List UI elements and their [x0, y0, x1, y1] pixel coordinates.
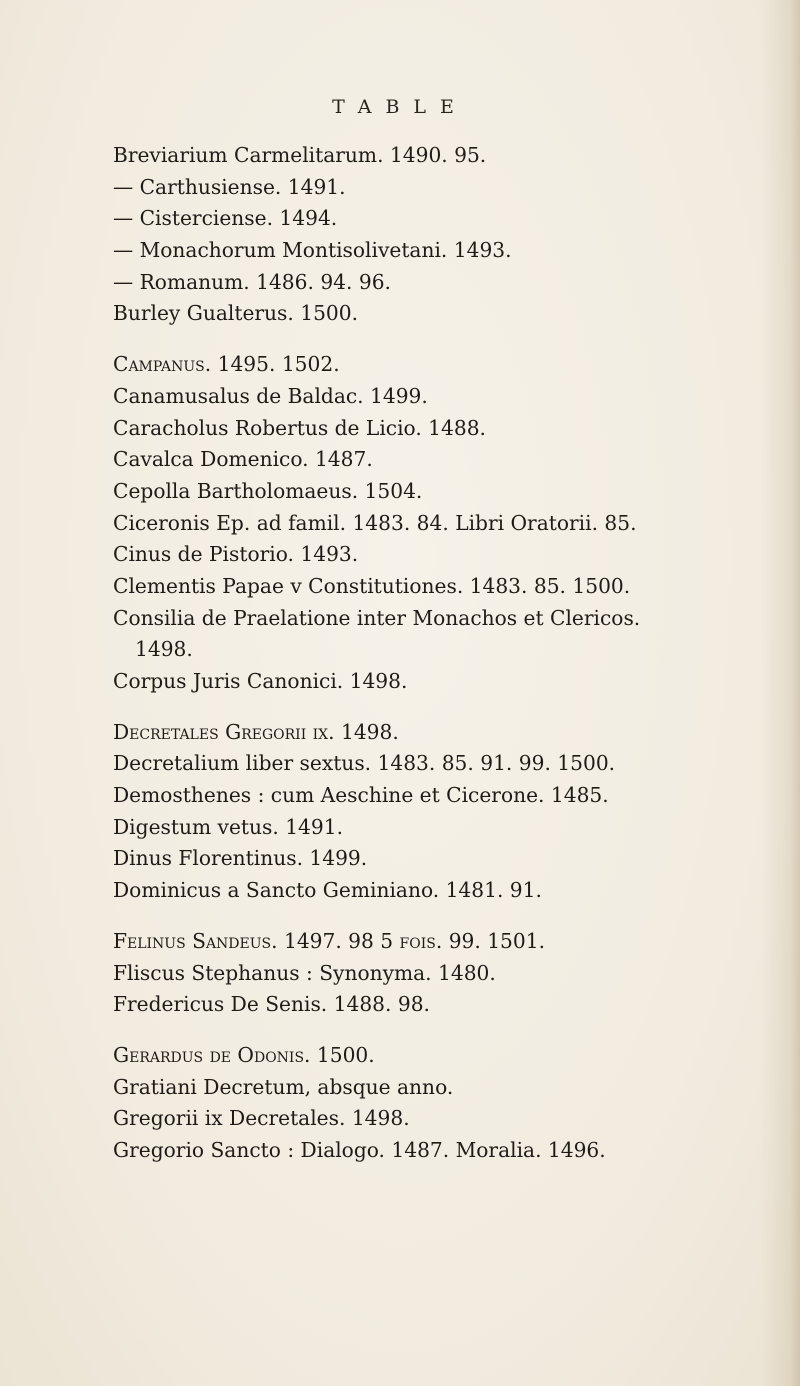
index-entry: Gerardus de Odonis. 1500.: [113, 1042, 375, 1067]
index-entry: Breviarium Carmelitarum. 1490. 95.: [113, 143, 487, 167]
page-title: TABLE: [332, 96, 468, 118]
index-entry: — Carthusiense. 1491.: [113, 174, 346, 199]
index-group-g: [113, 1040, 773, 1167]
index-entry: Gratiani Decretum, absque anno.: [113, 1074, 454, 1099]
index-entry: Digestum vetus. 1491.: [113, 814, 343, 839]
index-entry: Cavalca Domenico. 1487.: [113, 447, 373, 472]
index-entry: Felinus Sandeus. 1497. 98 5 fois. 99. 1501.: [113, 928, 546, 953]
index-entry: Decretales Gregorii ix. 1498.: [113, 719, 399, 744]
index-group-f: [113, 926, 773, 1021]
index-entry: Decretalium liber sextus. 1483. 85. 91. 99. 1500.: [113, 751, 616, 776]
index-entry: Gregorio Sancto : Dialogo. 1487. Moralia. 1496.: [113, 1137, 606, 1162]
index-entry: Gregorii ix Decretales. 1498.: [113, 1106, 410, 1131]
index-entries: [113, 140, 773, 1167]
index-entry: Cinus de Pistorio. 1493.: [113, 542, 359, 567]
index-entry: Dinus Florentinus. 1499.: [113, 846, 368, 871]
index-entry: Caracholus Robertus de Licio. 1488.: [113, 415, 486, 440]
index-entry: Demosthenes : cum Aeschine et Cicerone. 1485.: [113, 783, 609, 808]
index-group-b: [113, 140, 773, 330]
index-entry: Ciceronis Ep. ad famil. 1483. 84. Libri Oratorii. 85.: [113, 510, 637, 535]
index-entry: — Monachorum Montisolivetani. 1493.: [113, 238, 512, 263]
index-entry: Dominicus a Sancto Geminiano. 1481. 91.: [113, 878, 542, 903]
index-entry: Canamusalus de Baldac. 1499.: [113, 383, 428, 408]
index-entry: Cepolla Bartholomaeus. 1504.: [113, 478, 423, 503]
index-entry-continuation: 1498.: [135, 637, 193, 662]
index-entry: Corpus Juris Canonici. 1498.: [113, 669, 408, 693]
index-entry: Fliscus Stephanus : Synonyma. 1480.: [113, 960, 496, 985]
index-entry: Clementis Papae v Constitutiones. 1483. 85. 1500.: [113, 573, 631, 598]
index-entry: — Cisterciense. 1494.: [113, 206, 338, 231]
index-entry: — Romanum. 1486. 94. 96.: [113, 269, 391, 294]
index-entry: Consilia de Praelatione inter Monachos et Clericos.: [113, 605, 641, 630]
index-group-d: [113, 717, 773, 907]
index-entry: Fredericus De Senis. 1488. 98.: [113, 992, 430, 1017]
index-entry: Campanus. 1495. 1502.: [113, 352, 340, 377]
index-group-c: [113, 349, 773, 698]
index-entry: Burley Gualterus. 1500.: [113, 301, 359, 326]
